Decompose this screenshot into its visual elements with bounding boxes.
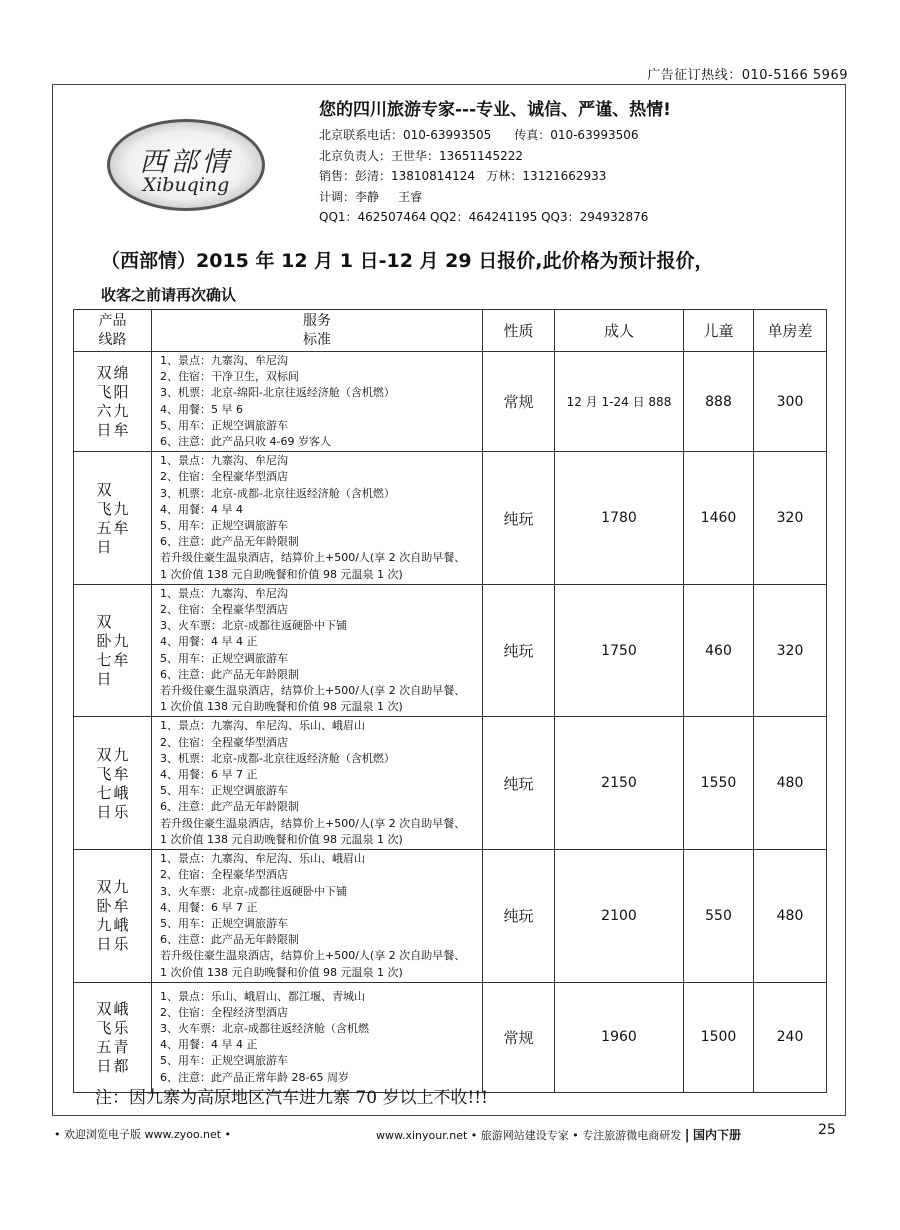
table-row — [74, 850, 827, 983]
table-row — [74, 717, 827, 850]
service-line: 6、注意：此产品无年龄限制 — [160, 667, 299, 681]
table-row — [74, 584, 827, 717]
service-line: 3、机票：北京-成都-北京往返经济舱（含机燃） — [160, 751, 395, 765]
service-line: 5、用车：正规空调旅游车 — [160, 1054, 288, 1068]
table-row — [74, 352, 827, 452]
route-char: 绵 — [113, 364, 129, 383]
header-child: 儿童 — [684, 310, 754, 352]
service-line: 6、注意：此产品只收 4-69 岁客人 — [160, 435, 331, 449]
price-headline: （西部情）2015 年 12 月 1 日-12 月 29 日报价,此价格为预计报价， — [101, 250, 714, 272]
service-line: 2、住宿：全程豪华型酒店 — [160, 470, 288, 484]
route-char: 双 — [96, 745, 112, 764]
route-char: 青 — [113, 1037, 129, 1056]
service-line: 6、注意：此产品正常年龄 28-65 周岁 — [160, 1070, 349, 1084]
table-row — [74, 452, 827, 585]
page-number: 25 — [818, 1122, 836, 1138]
service-line: 5、用车：正规空调旅游车 — [160, 784, 288, 798]
contact-line: 北京负责人：王世华：13651145222 — [319, 148, 523, 163]
route-char: 牟 — [113, 897, 129, 916]
route-char: 九 — [113, 402, 129, 421]
route-cell — [74, 584, 152, 717]
footer-right-text: www.xinyour.net • 旅游网站建设专家 • 专注旅游微电商研发 — [376, 1129, 682, 1142]
service-cell — [152, 850, 483, 983]
footer-left: • 欢迎浏览电子版 www.zyoo.net • — [54, 1128, 232, 1141]
service-line: 3、火车票：北京-成都往返经济舱（含机燃 — [160, 1022, 369, 1036]
adult-cell: 1960 — [555, 982, 684, 1092]
single-cell: 300 — [754, 352, 827, 452]
header-product-line2: 线路 — [98, 331, 127, 348]
route-char: 牟 — [113, 764, 129, 783]
service-cell — [152, 584, 483, 717]
service-line: 4、用餐：4 早 4 正 — [160, 1038, 258, 1052]
slogan: 您的四川旅游专家---专业、诚信、严谨、热情! — [319, 100, 671, 120]
route-char: 日 — [96, 537, 112, 556]
adult-cell: 2100 — [555, 850, 684, 983]
service-line: 4、用餐：4 早 4 正 — [160, 635, 258, 649]
service-line: 6、注意：此产品无年龄限制 — [160, 800, 299, 814]
route-char: 牟 — [113, 421, 129, 440]
route-char: 日 — [96, 1056, 112, 1075]
service-line: 若升级住豪生温泉酒店，结算价上+500/人(享 2 次自助早餐、 — [160, 684, 466, 698]
single-cell: 320 — [754, 452, 827, 585]
route-cell — [74, 850, 152, 983]
child-cell: 888 — [684, 352, 754, 452]
route-char: 飞 — [96, 764, 112, 783]
route-char: 九 — [113, 499, 129, 518]
service-line: 6、注意：此产品无年龄限制 — [160, 933, 299, 947]
route-char: 九 — [113, 632, 129, 651]
route-char: 九 — [96, 916, 112, 935]
table-row — [74, 982, 827, 1092]
logo-en-text: Xibuqing — [142, 174, 230, 196]
single-cell: 320 — [754, 584, 827, 717]
service-line: 6、注意：此产品无年龄限制 — [160, 535, 299, 549]
header-service — [152, 310, 483, 352]
route-char: 七 — [96, 651, 112, 670]
service-line: 若升级住豪生温泉酒店，结算价上+500/人(享 2 次自助早餐、 — [160, 551, 466, 565]
single-cell: 480 — [754, 850, 827, 983]
child-cell: 1550 — [684, 717, 754, 850]
service-line: 4、用餐：4 早 4 — [160, 502, 243, 516]
child-cell: 1460 — [684, 452, 754, 585]
single-cell: 240 — [754, 982, 827, 1092]
child-cell: 1500 — [684, 982, 754, 1092]
route-char: 九 — [113, 878, 129, 897]
route-char: 飞 — [96, 1018, 112, 1037]
service-line: 4、用餐：6 早 7 正 — [160, 768, 258, 782]
service-line: 若升级住豪生温泉酒店，结算价上+500/人(享 2 次自助早餐、 — [160, 816, 466, 830]
route-char: 乐 — [113, 802, 129, 821]
service-line: 1 次价值 138 元自助晚餐和价值 98 元温泉 1 次) — [160, 965, 403, 979]
adult-cell: 12 月 1-24 日 888 — [555, 352, 684, 452]
price-headline-sub: 收客之前请再次确认 — [101, 286, 237, 304]
adult-cell: 1780 — [555, 452, 684, 585]
xibuqing-logo — [107, 119, 265, 211]
service-line: 3、机票：北京-成都-北京往返经济舱（含机燃） — [160, 486, 395, 500]
service-cell — [152, 452, 483, 585]
service-cell — [152, 352, 483, 452]
service-line: 3、火车票：北京-成都往返硬卧中下铺 — [160, 619, 347, 633]
service-line: 1 次价值 138 元自助晚餐和价值 98 元温泉 1 次) — [160, 700, 403, 714]
route-char: 双 — [96, 480, 112, 499]
logo-cn-text: 西部情 — [139, 147, 233, 178]
table-header-row — [74, 310, 827, 352]
footer-divider: | — [684, 1128, 690, 1143]
content-frame — [52, 84, 846, 1116]
service-line: 1、景点：九寨沟、牟尼沟 — [160, 354, 288, 367]
route-char: 九 — [113, 745, 129, 764]
route-cell — [74, 452, 152, 585]
route-char: 双 — [96, 999, 112, 1018]
service-line: 5、用车：正规空调旅游车 — [160, 519, 288, 533]
route-char: 峨 — [113, 999, 129, 1018]
type-cell: 常规 — [483, 982, 555, 1092]
contact-line: 销售：彭清：13810814124 万林：13121662933 — [319, 169, 607, 183]
ad-hotline: 广告征订热线：010-5166 5969 — [647, 68, 848, 83]
route-char: 阳 — [113, 383, 129, 402]
service-line: 1、景点：九寨沟、牟尼沟、乐山、峨眉山 — [160, 852, 365, 866]
type-cell: 纯玩 — [483, 452, 555, 585]
service-line: 2、住宿：全程豪华型酒店 — [160, 603, 288, 617]
contact-block — [319, 125, 648, 228]
contact-line: 北京联系电话：010-63993505 传真：010-63993506 — [319, 128, 639, 142]
age-notice: 注：因九寨为高原地区汽车进九寨 70 岁以上不收!!! — [95, 1088, 488, 1108]
route-char: 牟 — [113, 651, 129, 670]
route-char: 五 — [96, 518, 112, 537]
service-line: 1 次价值 138 元自助晚餐和价值 98 元温泉 1 次) — [160, 567, 403, 581]
route-char: 峨 — [113, 916, 129, 935]
service-line: 3、火车票：北京-成都往返硬卧中下铺 — [160, 884, 347, 898]
footer-right — [376, 1126, 741, 1143]
contact-line: 计调：李静 王睿 — [319, 189, 423, 204]
route-char: 卧 — [96, 632, 112, 651]
header-service-line1: 服务 — [303, 312, 331, 329]
service-line: 5、用车：正规空调旅游车 — [160, 418, 288, 432]
route-char: 日 — [96, 421, 112, 440]
service-line: 若升级住豪生温泉酒店，结算价上+500/人(享 2 次自助早餐、 — [160, 949, 466, 963]
route-char: 乐 — [113, 935, 129, 954]
footer-section: 国内下册 — [693, 1128, 742, 1142]
service-line: 4、用餐：5 早 6 — [160, 402, 243, 416]
service-line: 4、用餐：6 早 7 正 — [160, 900, 258, 914]
type-cell: 纯玩 — [483, 584, 555, 717]
service-line: 1、景点：乐山、峨眉山、都江堰、青城山 — [160, 989, 365, 1003]
type-cell: 常规 — [483, 352, 555, 452]
price-table — [73, 309, 827, 1093]
type-cell: 纯玩 — [483, 717, 555, 850]
route-char: 七 — [96, 783, 112, 802]
route-char: 乐 — [113, 1018, 129, 1037]
service-line: 3、机票：北京-绵阳-北京往返经济舱（含机燃） — [160, 386, 395, 400]
route-char: 飞 — [96, 383, 112, 402]
header-service-line2: 标准 — [303, 331, 331, 348]
service-line: 5、用车：正规空调旅游车 — [160, 916, 288, 930]
service-line: 1 次价值 138 元自助晚餐和价值 98 元温泉 1 次) — [160, 832, 403, 846]
child-cell: 460 — [684, 584, 754, 717]
service-cell — [152, 717, 483, 850]
header-product — [74, 310, 152, 352]
contact-line: QQ1：462507464 QQ2：464241195 QQ3：294932876 — [319, 210, 649, 224]
header-product-line1: 产品 — [98, 312, 127, 329]
route-char: 日 — [96, 670, 112, 689]
route-char: 双 — [96, 878, 112, 897]
child-cell: 550 — [684, 850, 754, 983]
service-line: 2、住宿：干净卫生，双标间 — [160, 370, 299, 384]
service-line: 1、景点：九寨沟、牟尼沟、乐山、峨眉山 — [160, 719, 365, 733]
header-type: 性质 — [483, 310, 555, 352]
route-char: 双 — [96, 613, 112, 632]
route-char: 飞 — [96, 499, 112, 518]
route-cell — [74, 717, 152, 850]
single-cell: 480 — [754, 717, 827, 850]
service-line: 5、用车：正规空调旅游车 — [160, 651, 288, 665]
adult-cell: 1750 — [555, 584, 684, 717]
service-line: 1、景点：九寨沟、牟尼沟 — [160, 586, 288, 600]
route-char: 牟 — [113, 518, 129, 537]
adult-cell: 2150 — [555, 717, 684, 850]
route-char: 日 — [96, 935, 112, 954]
service-line: 1、景点：九寨沟、牟尼沟 — [160, 454, 288, 468]
header-single: 单房差 — [754, 310, 827, 352]
service-line: 2、住宿：全程豪华型酒店 — [160, 868, 288, 882]
route-char: 六 — [96, 402, 112, 421]
route-char: 日 — [96, 802, 112, 821]
route-char: 卧 — [96, 897, 112, 916]
route-char: 峨 — [113, 783, 129, 802]
route-cell — [74, 352, 152, 452]
route-char: 都 — [113, 1056, 129, 1075]
header-adult: 成人 — [555, 310, 684, 352]
route-cell — [74, 982, 152, 1092]
service-line: 2、住宿：全程豪华型酒店 — [160, 735, 288, 749]
type-cell: 纯玩 — [483, 850, 555, 983]
route-char: 双 — [96, 364, 112, 383]
service-cell — [152, 982, 483, 1092]
service-line: 2、住宿：全程经济型酒店 — [160, 1005, 288, 1019]
route-char: 五 — [96, 1037, 112, 1056]
